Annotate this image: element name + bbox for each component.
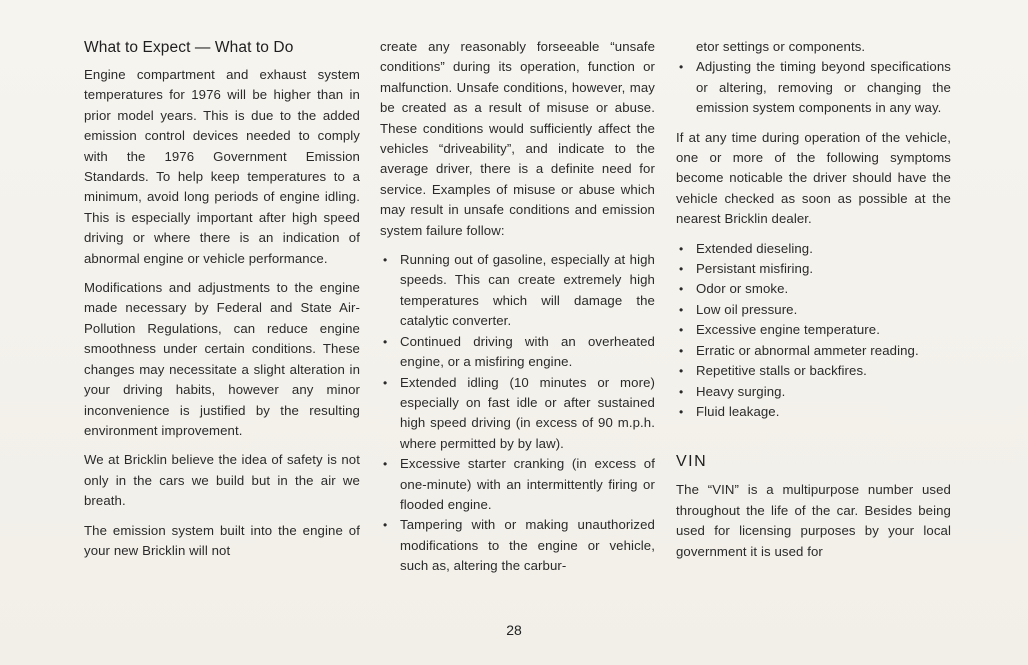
bullet-icon: • xyxy=(383,334,388,349)
symptoms-list xyxy=(676,239,951,423)
page-number: 28 xyxy=(506,622,522,638)
bullet-icon: • xyxy=(679,343,684,358)
list-item xyxy=(676,361,951,381)
paragraph-symptoms-intro: If at any time during operation of the vehicle, one or more of the following symptoms become noticable the driver should have the vehicle checked as soon as possible at the nearest Bricklin dealer. xyxy=(676,129,951,227)
list-item xyxy=(380,250,655,332)
column-middle xyxy=(380,37,655,586)
paragraph-emission-system: The emission system built into the engine of your new Bricklin will not xyxy=(84,522,360,558)
bullet-icon: • xyxy=(679,384,684,399)
misuse-list-continued xyxy=(676,57,951,118)
misuse-list xyxy=(380,250,655,577)
list-item xyxy=(676,402,951,422)
list-item xyxy=(676,320,951,340)
paragraph-continuation: etor settings or components. xyxy=(696,39,866,54)
paragraph-engine-temperatures: Engine compartment and exhaust system temperatures for 1976 will be higher than in prior model years. This is due to the added emission control devices needed to comply with the 1976 Government Emission Standards. To help keep temperatures to a minimum, avoid long periods of engine idling. This is especially important after high speed driving or where there is an indication of abnormal engine or vehicle performance. xyxy=(84,67,360,266)
list-item-text: Extended dieseling. xyxy=(696,240,814,256)
bullet-icon: • xyxy=(679,323,684,338)
bullet-icon: • xyxy=(383,253,388,268)
list-item xyxy=(676,382,951,402)
list-item xyxy=(676,279,951,299)
bullet-icon: • xyxy=(679,404,684,419)
section-heading-vin: VIN xyxy=(676,453,708,471)
list-item-text: Odor or smoke. xyxy=(696,281,789,297)
list-item-text: Tampering with or making unauthorized modifications to the engine or vehicle, such as, altering the carbur- xyxy=(400,517,655,574)
list-item-text: Excessive starter cranking (in excess of one-minute) with an intermittently firing or flooded engine. xyxy=(400,456,655,512)
list-item-text: Excessive engine temperature. xyxy=(696,322,880,338)
list-item-text: Erratic or abnormal ammeter reading. xyxy=(696,342,919,358)
list-item xyxy=(676,341,951,361)
bullet-icon: • xyxy=(679,364,684,379)
list-item xyxy=(380,515,655,576)
list-item-text: Running out of gasoline, especially at high speeds. This can create extremely high temperatures which will damage the catalytic converter. xyxy=(400,252,655,329)
bullet-icon: • xyxy=(679,241,684,256)
bullet-icon: • xyxy=(383,518,388,533)
list-item xyxy=(676,259,951,279)
bullet-icon: • xyxy=(679,302,684,317)
paragraph-vin: The “VIN” is a multipurpose number used throughout the life of the car. Besides being used for licensing purposes by your local government it is used for xyxy=(676,482,951,559)
bullet-icon: • xyxy=(679,282,684,297)
list-item-text: Extended idling (10 minutes or more) especially on fast idle or after sustained high speed driving (in excess of 90 m.p.h. where permitted by by law). xyxy=(400,374,655,451)
paragraph-unsafe-conditions: create any reasonably forseeable “unsafe conditions” during its operation, function or malfunction. Unsafe conditions, however, may be created as a result of misuse or abuse. These conditions would sufficiently affect the vehicles “driveability”, and indicate to the average driver, there is a definite need for service. Examples of misuse or abuse which may result in unsafe conditions and emission system failure follow: xyxy=(380,39,655,238)
bullet-icon: • xyxy=(383,375,388,390)
list-item xyxy=(676,57,951,118)
paragraph-bricklin-safety: We at Bricklin believe the idea of safety is not only in the cars we build but in the air we breath. xyxy=(84,452,360,509)
list-item-text: Adjusting the timing beyond specifications or altering, removing or changing the emission system components in any way. xyxy=(696,59,951,116)
section-heading-what-to-expect: What to Expect — What to Do xyxy=(84,39,294,56)
bullet-icon: • xyxy=(383,457,388,472)
list-item-text: Persistant misfiring. xyxy=(696,261,814,277)
bullet-icon: • xyxy=(679,60,684,75)
paragraph-modifications: Modifications and adjustments to the engine made necessary by Federal and State Air-Pollution Regulations, can reduce engine smoothness under certain conditions. These changes may necessitate a slight alteration in your driving habits, however any minor inconvenience is justified by the resulting environment improvement. xyxy=(84,280,360,438)
list-item xyxy=(380,332,655,373)
column-right xyxy=(676,37,951,571)
list-item-text: Fluid leakage. xyxy=(696,403,780,419)
list-item xyxy=(676,239,951,259)
bullet-icon: • xyxy=(679,262,684,277)
list-item xyxy=(380,373,655,455)
list-item xyxy=(676,300,951,320)
column-left xyxy=(84,36,360,570)
list-item-text: Heavy surging. xyxy=(696,383,786,399)
list-item-text: Continued driving with an overheated engine, or a misfiring engine. xyxy=(400,333,655,370)
list-item xyxy=(380,454,655,515)
list-item-text: Repetitive stalls or backfires. xyxy=(696,363,867,379)
list-item-text: Low oil pressure. xyxy=(696,301,798,317)
